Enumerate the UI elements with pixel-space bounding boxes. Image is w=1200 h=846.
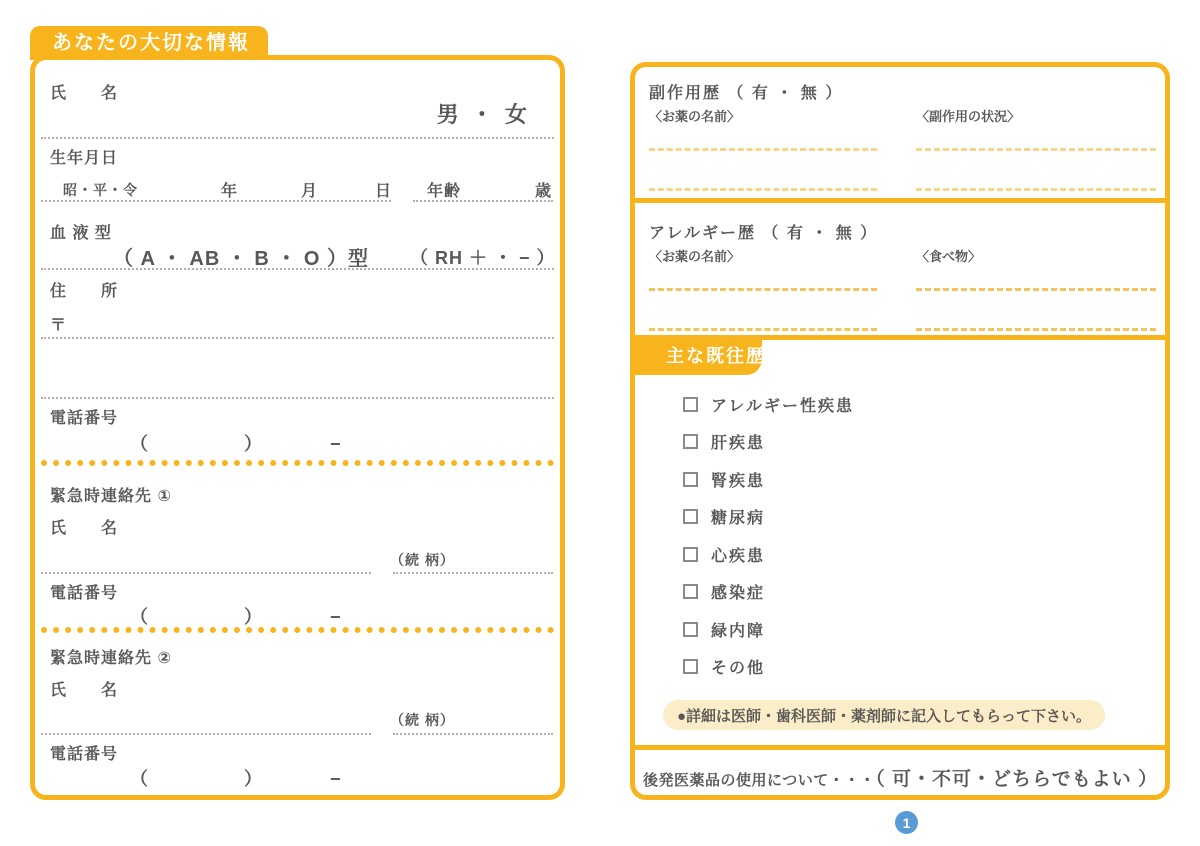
checkbox[interactable] — [683, 547, 698, 562]
history-note-pill — [663, 700, 1105, 730]
history-title-badge: 主な既往歴 — [630, 337, 762, 375]
allergy-write-line[interactable] — [916, 328, 1156, 331]
emergency2-relation-write-line[interactable] — [393, 733, 553, 735]
rh-options: （ RH ＋ ・ − ） — [410, 248, 556, 268]
emergency1-phone-label: 電話番号 — [50, 585, 119, 602]
checkbox[interactable] — [683, 509, 698, 524]
allergy-write-line[interactable] — [916, 288, 1156, 291]
side-effects-write-line[interactable] — [649, 188, 877, 191]
day-label: 日 — [375, 183, 393, 200]
history-item-kidney-disease: 腎疾患 — [683, 468, 854, 490]
history-item-liver-disease: 肝疾患 — [683, 431, 854, 453]
emergency1-relation-write-line[interactable] — [393, 572, 553, 574]
page-number-badge: 1 — [895, 811, 918, 834]
medical-history-panel — [630, 62, 1170, 800]
side-effects-write-line[interactable] — [916, 188, 1156, 191]
emergency1-name-write-line[interactable] — [41, 572, 371, 574]
bloodtype-options: （ A ・ AB ・ B ・ O ）型 — [113, 248, 370, 270]
generic-drug-options: （ 可・不可・どちらでもよい ） — [875, 769, 1159, 790]
emergency2-name-write-line[interactable] — [41, 733, 371, 735]
history-item-other: その他 — [683, 656, 854, 678]
allergy-write-line[interactable] — [649, 328, 877, 331]
left-panel-title-badge: あなたの大切な情報 — [30, 26, 268, 60]
emergency1-phone-format: （ ） − — [130, 607, 342, 627]
postal-mark: 〒 — [50, 317, 68, 334]
address-label: 住 所 — [50, 283, 119, 300]
checkbox[interactable] — [683, 434, 698, 449]
history-note-text: ●詳細は医師・歯科医師・薬剤師に記入してもらって下さい。 — [676, 707, 1092, 725]
emergency2-phone-label: 電話番号 — [50, 746, 119, 763]
checkbox[interactable] — [683, 397, 698, 412]
emergency2-title: 緊急時連絡先 ② — [50, 650, 172, 667]
address-write-line-2[interactable] — [41, 397, 554, 399]
phone-format: （ ） − — [130, 434, 342, 454]
age-label: 年齢 — [427, 183, 462, 200]
phone-label: 電話番号 — [50, 410, 119, 427]
checkbox[interactable] — [683, 584, 698, 599]
allergy-write-line[interactable] — [649, 288, 877, 291]
age-write-line[interactable] — [413, 200, 553, 202]
emergency2-name-label: 氏 名 — [50, 682, 119, 699]
allergy-title: アレルギー歴 （ 有 ・ 無 ） — [649, 225, 879, 242]
history-checkbox-list — [683, 393, 854, 678]
year-label: 年 — [221, 183, 239, 200]
emergency1-relation-label: （続 柄） — [390, 552, 455, 568]
history-item-heart-disease: 心疾患 — [683, 543, 854, 565]
checkbox[interactable] — [683, 472, 698, 487]
history-item-diabetes: 糖尿病 — [683, 506, 854, 528]
emergency2-phone-format: （ ） − — [130, 769, 342, 789]
history-item-allergic-disease: アレルギー性疾患 — [683, 393, 854, 415]
era-options: 昭・平・令 — [63, 182, 138, 198]
address-write-line-1[interactable] — [41, 337, 554, 339]
generic-drug-row — [643, 764, 1158, 791]
birthdate-write-line[interactable] — [41, 200, 391, 202]
emergency2-relation-label: （続 柄） — [390, 712, 455, 728]
section-divider-dotted — [41, 627, 554, 633]
section-divider — [635, 745, 1165, 750]
side-effects-medicine-label: 〈お薬の名前〉 — [649, 109, 741, 124]
section-divider — [635, 198, 1165, 203]
history-item-glaucoma: 緑内障 — [683, 618, 854, 640]
side-effects-title: 副作用歴 （ 有 ・ 無 ） — [649, 85, 844, 102]
allergy-food-label: 〈食べ物〉 — [916, 249, 982, 264]
side-effects-condition-label: 〈副作用の状況〉 — [916, 109, 1021, 124]
section-divider-dotted — [41, 460, 554, 466]
allergy-medicine-label: 〈お薬の名前〉 — [649, 249, 741, 264]
emergency1-title: 緊急時連絡先 ① — [50, 488, 172, 505]
side-effects-write-line[interactable] — [916, 148, 1156, 151]
checkbox[interactable] — [683, 622, 698, 637]
checkbox[interactable] — [683, 659, 698, 674]
bloodtype-write-line[interactable] — [41, 268, 554, 270]
emergency1-name-label: 氏 名 — [50, 520, 119, 537]
birthdate-label: 生年月日 — [50, 150, 119, 167]
personal-info-panel — [30, 55, 565, 800]
generic-drug-label: 後発医薬品の使用について・・・ — [643, 772, 876, 789]
bloodtype-label: 血 液 型 — [50, 225, 112, 242]
side-effects-write-line[interactable] — [649, 148, 877, 151]
name-write-line[interactable] — [41, 137, 554, 139]
gender-options: 男 ・ 女 — [436, 102, 530, 127]
history-item-infection: 感染症 — [683, 581, 854, 603]
age-unit-label: 歳 — [535, 183, 553, 200]
name-label: 氏 名 — [50, 85, 119, 102]
month-label: 月 — [301, 183, 319, 200]
